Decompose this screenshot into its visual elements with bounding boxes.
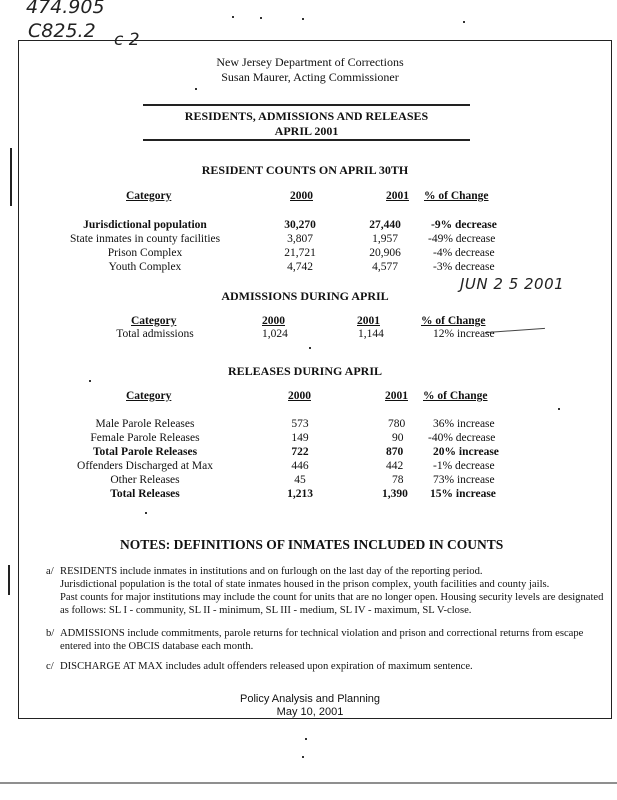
row-category: Prison Complex [107, 247, 183, 259]
speck [195, 88, 197, 90]
row-2001: 780 [388, 418, 406, 430]
row-change: 73% increase [433, 474, 495, 486]
row-2001: 27,440 [369, 219, 401, 231]
admissions-heading: ADMISSIONS DURING APRIL [221, 289, 389, 303]
resident-col-change: % of Change [424, 190, 489, 202]
row-2000: 21,721 [284, 247, 316, 259]
rule-bottom [143, 139, 470, 141]
releases-col-2001: 2001 [385, 390, 408, 402]
note-b-line1: ADMISSIONS include commitments, parole returns for technical violation and prison and correctional returns from escape [60, 628, 584, 639]
row-category: Total admissions [116, 328, 194, 340]
row-2001: 78 [392, 474, 404, 486]
note-b-marker: b/ [46, 628, 55, 639]
row-change: -4% decrease [433, 247, 495, 259]
footer-date: May 10, 2001 [276, 706, 344, 718]
row-category: Offenders Discharged at Max [77, 460, 213, 472]
received-date-stamp: JUN 2 5 2001 [460, 275, 565, 293]
releases-heading: RELEASES DURING APRIL [227, 364, 383, 378]
rule-top [143, 104, 470, 106]
scan-binding-mark [0, 565, 10, 595]
speck [463, 21, 465, 23]
row-category: State inmates in county facilities [70, 233, 221, 245]
row-category: Other Releases [110, 474, 180, 486]
note-c-line1: DISCHARGE AT MAX includes adult offenders released upon expiration of maximum sentence. [60, 661, 473, 672]
note-a-line1: RESIDENTS include inmates in institutions and on furlough on the last day of the reporting period. [60, 566, 483, 577]
row-2000: 30,270 [284, 219, 316, 231]
report-period: APRIL 2001 [274, 124, 339, 138]
footer-office: Policy Analysis and Planning [239, 693, 381, 705]
scan-bottom-edge [0, 782, 617, 784]
admissions-col-2000: 2000 [262, 315, 285, 327]
row-change: -1% decrease [433, 460, 495, 472]
note-a-line2: Jurisdictional population is the total of state inmates housed in the prison complex, youth facilities and county jails. [60, 579, 550, 590]
row-2000: 4,742 [287, 261, 313, 273]
row-category: Total Parole Releases [92, 446, 198, 458]
row-2000: 3,807 [287, 233, 313, 245]
row-change: -9% decrease [431, 219, 497, 231]
speck [145, 512, 147, 514]
row-change: -49% decrease [428, 233, 496, 245]
row-change: 12% increase [433, 328, 495, 340]
speck [302, 18, 304, 20]
row-2000: 722 [291, 446, 309, 458]
speck [260, 17, 262, 19]
row-2001: 1,957 [372, 233, 398, 245]
report-title: RESIDENTS, ADMISSIONS AND RELEASES [184, 109, 429, 123]
resident-col-2001: 2001 [386, 190, 409, 202]
resident-col-2000: 2000 [290, 190, 313, 202]
row-2000: 446 [291, 460, 309, 472]
note-b-line2: entered into the OBCIS database each month. [60, 641, 254, 652]
row-category: Total Releases [110, 488, 180, 500]
row-2000: 149 [291, 432, 309, 444]
note-a-marker: a/ [46, 566, 54, 577]
admissions-col-2001: 2001 [357, 315, 380, 327]
row-change: -40% decrease [428, 432, 496, 444]
resident-counts-heading: RESIDENT COUNTS ON APRIL 30TH [201, 163, 409, 177]
handwritten-call-number: 474.905 [26, 0, 105, 18]
scan-binding-mark [0, 148, 12, 206]
row-change: 20% increase [433, 446, 499, 458]
row-category: Female Parole Releases [90, 432, 200, 444]
releases-col-category: Category [126, 390, 172, 402]
row-category: Youth Complex [108, 261, 182, 273]
speck [232, 16, 234, 18]
admissions-col-category: Category [131, 315, 177, 327]
speck [302, 756, 304, 758]
admissions-col-change: % of Change [421, 315, 486, 327]
row-2001: 20,906 [369, 247, 401, 259]
row-2000: 1,024 [262, 328, 288, 340]
row-2001: 1,144 [358, 328, 384, 340]
row-2000: 45 [294, 474, 306, 486]
row-change: 15% increase [430, 488, 496, 500]
row-2001: 870 [386, 446, 404, 458]
note-a-line3: Past counts for major institutions may include the count for units that are no longer open. Housing security levels are designated [60, 592, 604, 603]
note-a-line4: as follows: SL I - community, SL II - minimum, SL III - medium, SL IV - maximum, SL V-close. [60, 605, 472, 616]
row-2000: 1,213 [287, 488, 313, 500]
row-2001: 442 [386, 460, 404, 472]
row-2001: 4,577 [372, 261, 398, 273]
releases-col-2000: 2000 [288, 390, 311, 402]
speck [309, 347, 311, 349]
row-2001: 1,390 [382, 488, 408, 500]
row-2001: 90 [392, 432, 404, 444]
handwritten-classification: C825.2 [28, 20, 96, 42]
row-change: -3% decrease [433, 261, 495, 273]
department-name: New Jersey Department of Corrections [216, 55, 404, 69]
handwritten-copy-number: c 2 [114, 30, 140, 50]
row-category: Jurisdictional population [83, 219, 207, 231]
row-change: 36% increase [433, 418, 495, 430]
commissioner-name: Susan Maurer, Acting Commissioner [221, 70, 399, 84]
releases-col-change: % of Change [423, 390, 488, 402]
speck [305, 738, 307, 740]
notes-heading: NOTES: DEFINITIONS OF INMATES INCLUDED IN COUNTS [120, 537, 504, 552]
speck [89, 380, 91, 382]
row-2000: 573 [291, 418, 309, 430]
resident-col-category: Category [126, 190, 172, 202]
note-c-marker: c/ [46, 661, 54, 672]
row-category: Male Parole Releases [95, 418, 195, 430]
speck [558, 408, 560, 410]
